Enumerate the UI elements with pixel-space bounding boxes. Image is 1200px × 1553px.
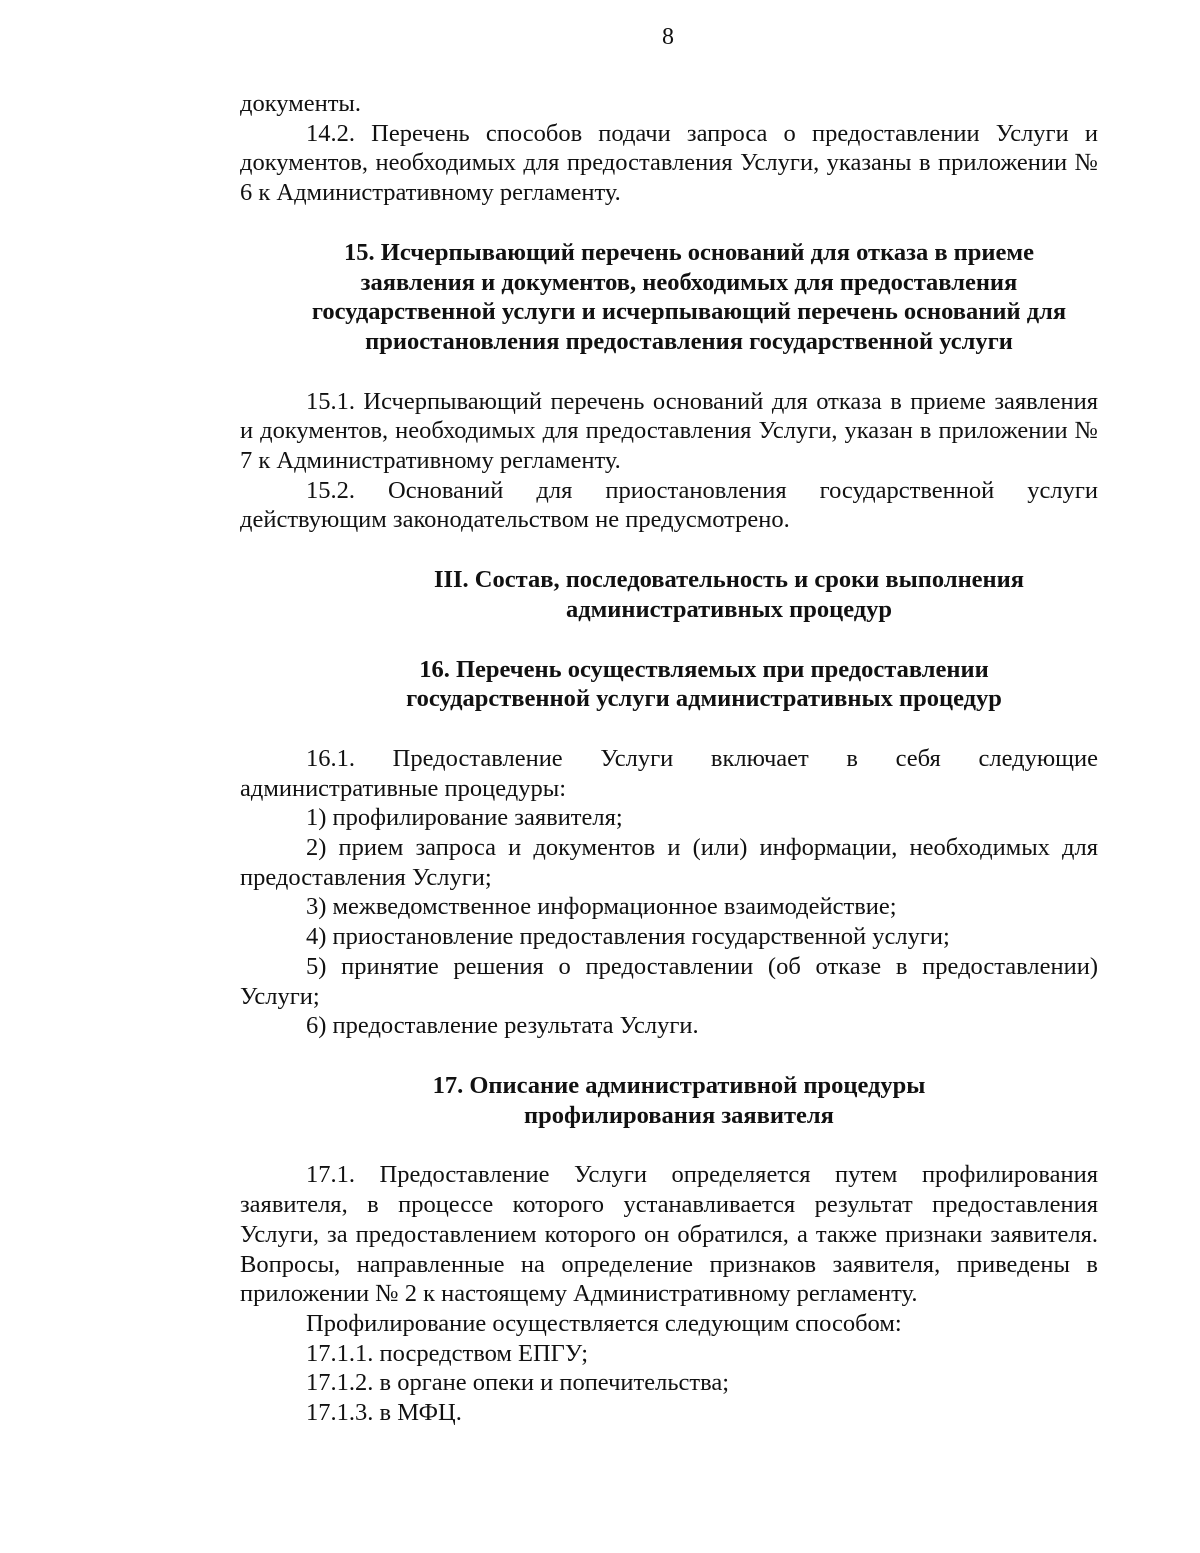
section-17-heading-line: профилирования заявителя: [524, 1101, 834, 1129]
chapter-3-heading: [240, 565, 1098, 624]
section-16-heading: [240, 655, 1098, 714]
paragraph-14-2: 14.2. Перечень способов подачи запроса о предоставлении Услуги и документов, необходимых для предоставления Услуги, указаны в приложении № 6 к Административному регламенту.: [240, 119, 1098, 207]
paragraph-16-1: 16.1. Предоставление Услуги включает в себя следующие административные процедуры:: [240, 744, 1098, 802]
paragraph-15-1: 15.1. Исчерпывающий перечень оснований для отказа в приеме заявления и документов, необходимых для предоставления Услуги, указан в приложении № 7 к Административному регламенту.: [240, 387, 1098, 475]
section-15-heading-line: приостановления предоставления государственной услуги: [365, 327, 1013, 355]
chapter-3-heading-line: административных процедур: [565, 595, 893, 623]
procedure-list-item: 6) предоставление результата Услуги.: [306, 1012, 699, 1040]
procedure-list-item: 5) принятие решения о предоставлении (об отказе в предоставлении) Услуги;: [240, 952, 1098, 1010]
section-16-heading-line: 16. Перечень осуществляемых при предоставлении: [419, 655, 989, 683]
procedure-list-item: 2) прием запроса и документов и (или) информации, необходимых для предоставления Услуги;: [240, 834, 1098, 891]
section-16-heading-line: государственной услуги административных процедур: [406, 685, 1002, 713]
profiling-intro: Профилирование осуществляется следующим способом:: [306, 1309, 902, 1337]
section-17-heading: [240, 1071, 1098, 1130]
procedure-list-item: 1) профилирование заявителя;: [306, 804, 623, 832]
page-number: 8: [662, 24, 674, 50]
section-15-heading-line: заявления и документов, необходимых для предоставления: [360, 268, 1018, 296]
procedure-list-item: 3) межведомственное информационное взаимодействие;: [306, 893, 897, 921]
paragraph-17-1: 17.1. Предоставление Услуги определяется путем профилирования заявителя, в процессе которого устанавливается результат предоставления Услуги, за предоставлением которого он обратился, а также признаки заявителя. Вопросы, направленные на определение признаков заявителя, приведены в приложении № 2 к настоящему Административному регламенту.: [240, 1161, 1098, 1308]
section-15-heading: [240, 238, 1098, 357]
procedure-list-item: 4) приостановление предоставления государственной услуги;: [306, 923, 950, 951]
document-body: [240, 89, 1098, 1428]
section-15-heading-line: государственной услуги и исчерпывающий перечень оснований для: [311, 298, 1067, 326]
section-15-heading-line: 15. Исчерпывающий перечень оснований для отказа в приеме: [344, 238, 1034, 266]
chapter-3-heading-line: III. Состав, последовательность и сроки выполнения: [433, 566, 1025, 594]
profiling-method-item: 17.1.1. посредством ЕПГУ;: [306, 1339, 589, 1367]
paragraph-15-2: 15.2. Оснований для приостановления государственной услуги действующим законодательством не предусмотрено.: [240, 476, 1098, 534]
profiling-method-item: 17.1.3. в МФЦ.: [306, 1399, 462, 1427]
paragraph-continuation: документы.: [240, 90, 361, 117]
profiling-method-item: 17.1.2. в органе опеки и попечительства;: [306, 1369, 729, 1397]
section-17-heading-line: 17. Описание административной процедуры: [432, 1071, 926, 1099]
